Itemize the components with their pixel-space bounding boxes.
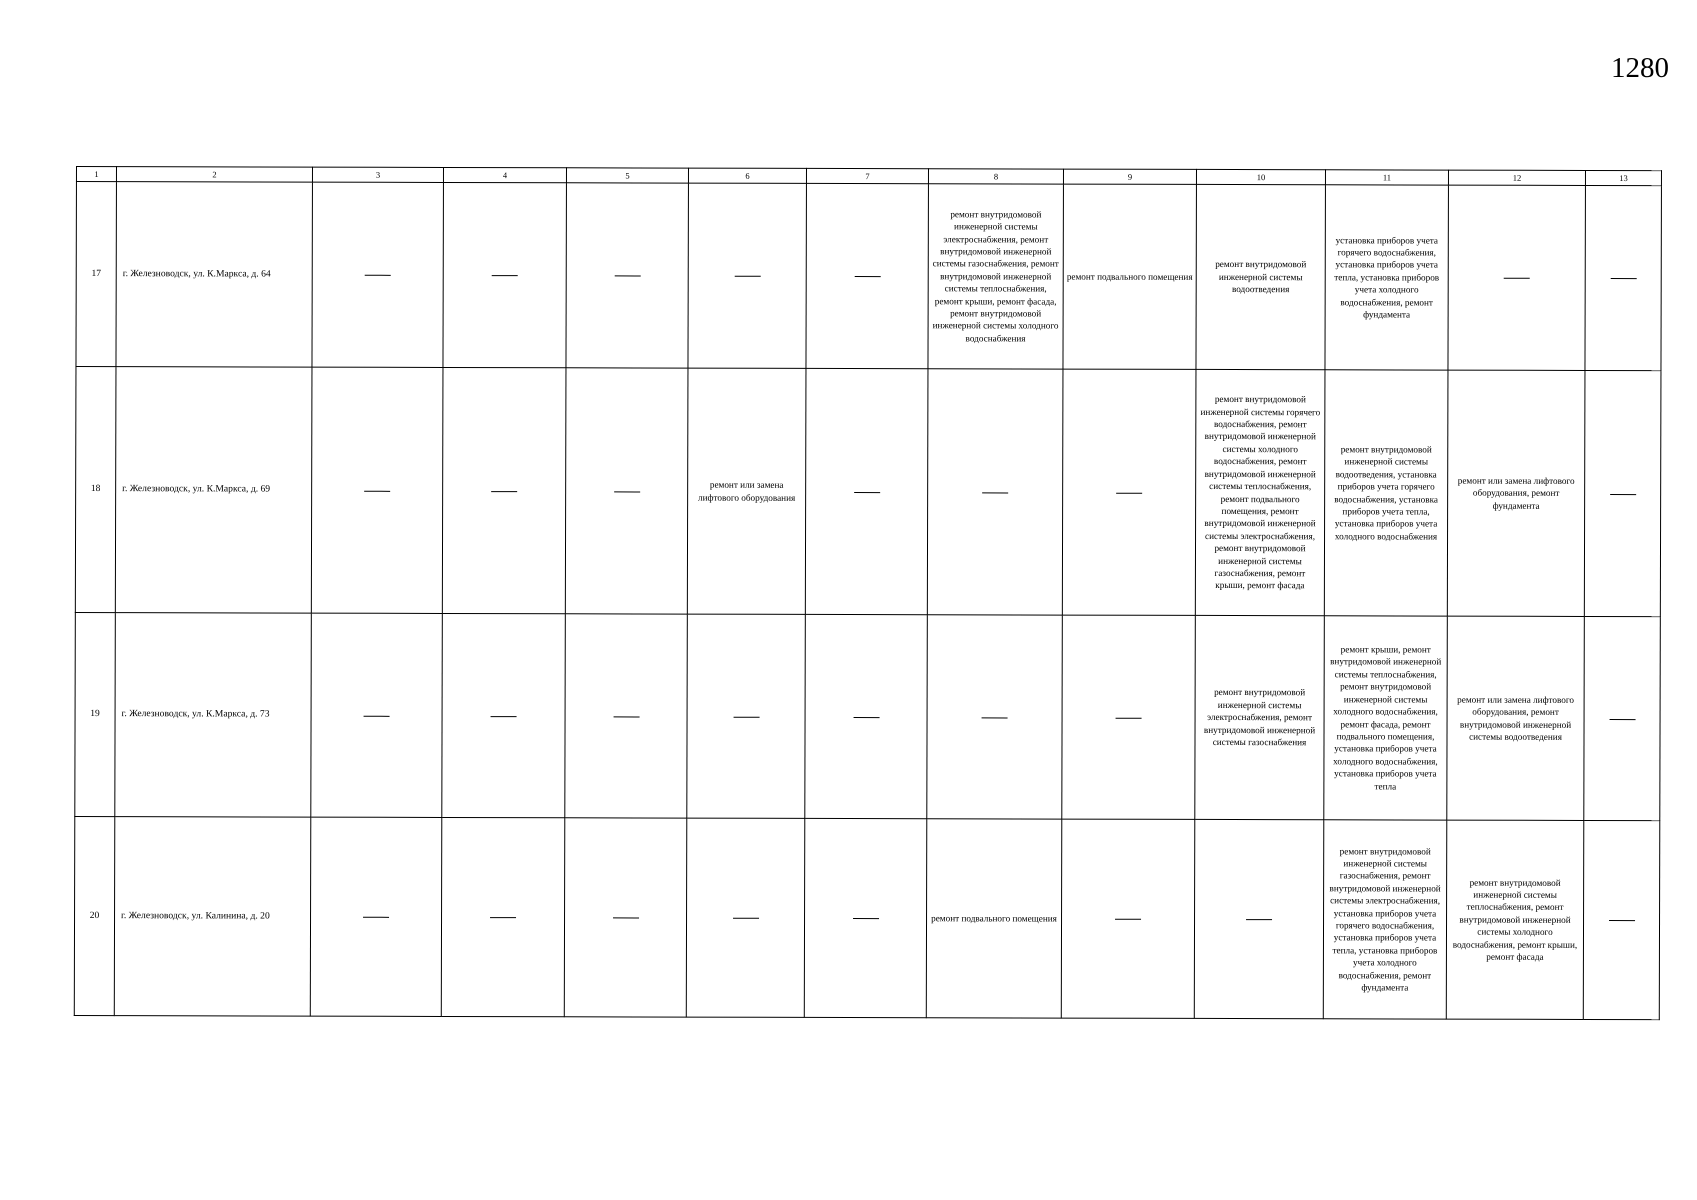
page-number: 1280 (1611, 52, 1669, 84)
dash-mark (363, 917, 389, 918)
column-header: 2 (116, 167, 312, 183)
work-cell-col10: ремонт внутридомовой инженерной системы электроснабжения, ремонт внутридомовой инженерной системы газоснабжения (1195, 615, 1325, 819)
work-cell-col9: ремонт подвального помещения (1063, 184, 1196, 369)
table-row (76, 182, 1661, 371)
column-header: 8 (928, 169, 1063, 184)
work-cell-col8: ремонт внутридомовой инженерной системы электроснабжения, ремонт внутридомовой инженерной системы газоснабжения, ремонт внутридомовой инженерной системы теплоснабжения, ремонт крыши, ремонт фасада, ремонт внутридомовой инженерной системы холодного водоснабжения (928, 184, 1063, 369)
empty-cell (311, 613, 443, 817)
empty-cell (1584, 370, 1661, 616)
dash-mark (733, 716, 759, 717)
empty-cell (1583, 820, 1660, 1019)
dash-mark (364, 715, 390, 716)
work-cell-col11: установка приборов учета горячего водоснабжения, установка приборов учета тепла, установка приборов учета холодного водоснабжения, ремонт фундамента (1325, 185, 1448, 370)
column-header: 9 (1063, 169, 1196, 184)
dash-mark (733, 918, 759, 919)
work-cell-col12: ремонт или замена лифтового оборудования, ремонт фундамента (1447, 370, 1585, 616)
dash-mark (492, 275, 518, 276)
dash-mark (1609, 719, 1635, 720)
empty-cell (1585, 185, 1661, 370)
column-header: 5 (566, 168, 688, 183)
empty-cell (312, 182, 443, 367)
dash-mark (853, 717, 879, 718)
work-cell-col11: ремонт внутридомовой инженерной системы газоснабжения, ремонт внутридомовой инженерной системы электроснабжения, установка приборов учета горячего водоснабжения, установка приборов учета тепла, установка приборов учета холодного водоснабжения, ремонт фундамента (1323, 820, 1447, 1019)
dash-mark (1610, 494, 1636, 495)
dash-mark (1609, 920, 1635, 921)
empty-cell (565, 614, 688, 818)
empty-cell (566, 183, 688, 368)
empty-cell (311, 367, 443, 613)
address-cell: г. Железноводск, ул. Калинина, д. 20 (114, 817, 311, 1017)
empty-cell (805, 614, 928, 818)
empty-cell (686, 818, 805, 1017)
empty-cell (1194, 819, 1324, 1018)
empty-cell (1061, 819, 1195, 1018)
empty-cell (442, 613, 566, 817)
column-header: 10 (1196, 169, 1325, 184)
address-cell: г. Железноводск, ул. К.Маркса, д. 64 (116, 182, 312, 368)
column-header: 3 (312, 167, 443, 182)
empty-cell (1448, 185, 1585, 370)
row-number: 20 (74, 816, 115, 1015)
column-header: 11 (1325, 170, 1448, 185)
work-cell-col11: ремонт внутридомовой инженерной системы водоотведения, установка приборов учета горячего водоснабжения, установка приборов учета тепла, установка приборов учета холодного водоснабжения (1324, 370, 1448, 616)
work-cell-col11: ремонт крыши, ремонт внутридомовой инженерной системы теплоснабжения, ремонт внутридомовой инженерной системы холодного водоснабжения, ремонт фасада, ремонт подвального помещения, установка приборов учета холодного водоснабжения, установка приборов учета тепла (1324, 616, 1448, 820)
empty-cell (1062, 615, 1196, 819)
work-cell-col12: ремонт или замена лифтового оборудования, ремонт внутридомовой инженерной системы водоотведения (1447, 616, 1585, 820)
dash-mark (1246, 919, 1272, 920)
dash-mark (613, 918, 639, 919)
dash-mark (490, 917, 516, 918)
column-header: 6 (688, 168, 806, 183)
dash-mark (1116, 717, 1142, 718)
dash-mark (854, 276, 880, 277)
row-number: 19 (75, 612, 116, 816)
dash-mark (1504, 278, 1530, 279)
row-number: 18 (75, 367, 116, 613)
dash-mark (853, 918, 879, 919)
empty-cell (443, 182, 566, 367)
column-header: 13 (1585, 170, 1661, 185)
empty-cell (441, 817, 565, 1016)
document-sheet (74, 166, 1662, 1020)
work-cell-col10: ремонт внутридомовой инженерной системы горячего водоснабжения, ремонт внутридомовой инженерной системы холодного водоснабжения, ремонт внутридомовой инженерной системы теплоснабжения, ремонт подвального помещения, ремонт внутридомовой инженерной системы электроснабжения, ремонт внутридомовой инженерной системы газоснабжения, ремонт крыши, ремонт фасада (1195, 369, 1325, 615)
work-cell-col8: ремонт подвального помещения (926, 819, 1062, 1018)
dash-mark (982, 492, 1008, 493)
dash-mark (491, 491, 517, 492)
work-cell-col12: ремонт внутридомовой инженерной системы теплоснабжения, ремонт внутридомовой инженерной системы холодного водоснабжения, ремонт крыши, ремонт фасада (1446, 820, 1584, 1019)
row-number: 17 (76, 182, 116, 367)
dash-mark (982, 717, 1008, 718)
dash-mark (491, 716, 517, 717)
empty-cell (1584, 616, 1661, 820)
column-header: 4 (443, 167, 566, 182)
table-row (75, 612, 1661, 820)
empty-cell (927, 615, 1063, 819)
empty-cell (310, 817, 442, 1016)
empty-cell (688, 183, 806, 368)
work-cell-col10: ремонт внутридомовой инженерной системы водоотведения (1196, 184, 1325, 369)
work-cell-col6: ремонт или замена лифтового оборудования (687, 368, 806, 614)
dash-mark (614, 276, 640, 277)
empty-cell (565, 368, 688, 614)
table-row (75, 367, 1661, 617)
column-header: 7 (806, 168, 928, 183)
repair-schedule-table (74, 166, 1662, 1020)
empty-cell (564, 818, 687, 1017)
address-cell: г. Железноводск, ул. К.Маркса, д. 73 (115, 613, 312, 818)
dash-mark (1115, 919, 1141, 920)
dash-mark (1610, 278, 1636, 279)
dash-mark (734, 276, 760, 277)
dash-mark (614, 491, 640, 492)
empty-cell (1062, 369, 1196, 615)
column-header: 1 (76, 167, 116, 182)
empty-cell (806, 183, 928, 368)
table-row (74, 816, 1660, 1019)
column-header: 12 (1448, 170, 1585, 185)
empty-cell (805, 368, 928, 614)
empty-cell (927, 369, 1063, 615)
empty-cell (687, 614, 806, 818)
dash-mark (365, 275, 391, 276)
dash-mark (364, 490, 390, 491)
dash-mark (854, 492, 880, 493)
dash-mark (1116, 492, 1142, 493)
empty-cell (442, 367, 566, 613)
address-cell: г. Железноводск, ул. К.Маркса, д. 69 (115, 367, 312, 614)
empty-cell (804, 818, 927, 1017)
dash-mark (613, 716, 639, 717)
